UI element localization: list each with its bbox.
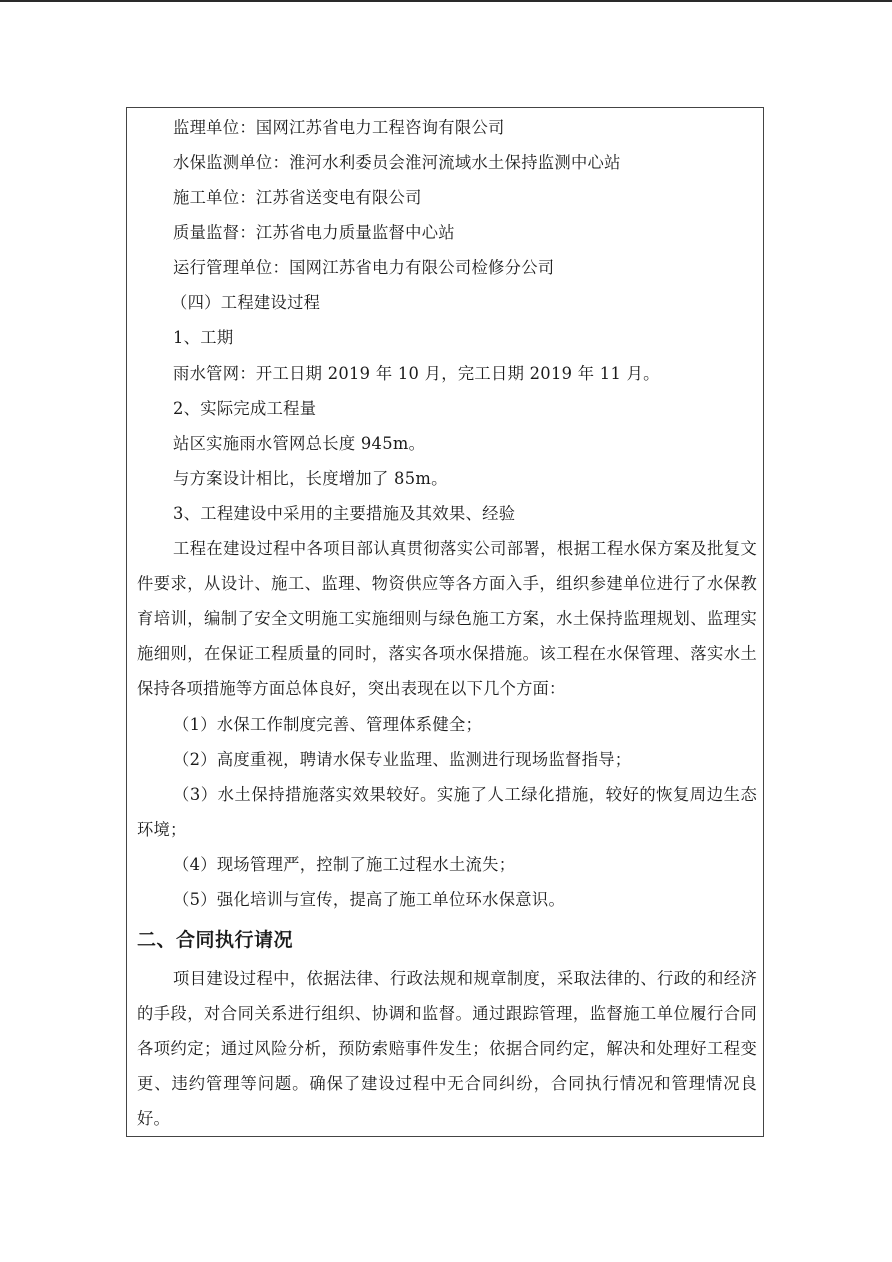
point-3: （3）水土保持措施落实效果较好。实施了人工绿化措施，较好的恢复周边生态环境； bbox=[137, 785, 757, 839]
supervision-unit: 监理单位：国网江苏省电力工程咨询有限公司 bbox=[173, 118, 505, 137]
construction-unit: 施工单位：江苏省送变电有限公司 bbox=[173, 188, 422, 207]
item3-title: 3、工程建设中采用的主要措施及其效果、经验 bbox=[173, 504, 516, 523]
point-4: （4）现场管理严，控制了施工过程水土流失； bbox=[173, 855, 516, 874]
item1-text: 雨水管网：开工日期 2019 年 10 月，完工日期 2019 年 11 月。 bbox=[173, 364, 660, 383]
item2-text1: 站区实施雨水管网总长度 945m。 bbox=[173, 434, 426, 453]
top-rule bbox=[0, 0, 892, 2]
point-2: （2）高度重视，聘请水保专业监理、监测进行现场监督指导； bbox=[173, 750, 632, 769]
point-5: （5）强化培训与宣传，提高了施工单位环水保意识。 bbox=[173, 890, 566, 909]
item1-title: 1、工期 bbox=[173, 328, 234, 347]
process-title: （四）工程建设过程 bbox=[171, 293, 321, 312]
operation-unit: 运行管理单位：国网江苏省电力有限公司检修分公司 bbox=[173, 258, 555, 277]
item2-title: 2、实际完成工程量 bbox=[173, 399, 317, 418]
water-monitoring-unit: 水保监测单位：淮河水利委员会淮河流域水土保持监测中心站 bbox=[173, 153, 621, 172]
point-1: （1）水保工作制度完善、管理体系健全； bbox=[173, 715, 483, 734]
contract-heading: 二、合同执行请况 bbox=[137, 929, 294, 951]
measures-paragraph: 工程在建设过程中各项目部认真贯彻落实公司部署，根据工程水保方案及批复文件要求，从设计、施工、监理、物资供应等各方面入手，组织参建单位进行了水保教育培训，编制了安全文明施工实施细则与绿色施工方案，水土保持监理规划、监理实施细则，在保证工程质量的同时，落实各项水保措施。该工程在水保管理、落实水土保持各项措施等方面总体良好，突出表现在以下几个方面： bbox=[137, 539, 757, 698]
contract-paragraph: 项目建设过程中，依据法律、行政法规和规章制度，采取法律的、行政的和经济的手段，对合同关系进行组织、协调和监督。通过跟踪管理，监督施工单位履行合同各项约定；通过风险分析，预防索赔事件发生；依据合同约定，解决和处理好工程变更、违约管理等问题。确保了建设过程中无合同纠纷，合同执行情况和管理情况良好。 bbox=[137, 969, 757, 1128]
report-frame bbox=[126, 107, 764, 1137]
quality-supervision: 质量监督：江苏省电力质量监督中心站 bbox=[173, 223, 455, 242]
item2-text2: 与方案设计相比，长度增加了 85m。 bbox=[173, 469, 448, 488]
